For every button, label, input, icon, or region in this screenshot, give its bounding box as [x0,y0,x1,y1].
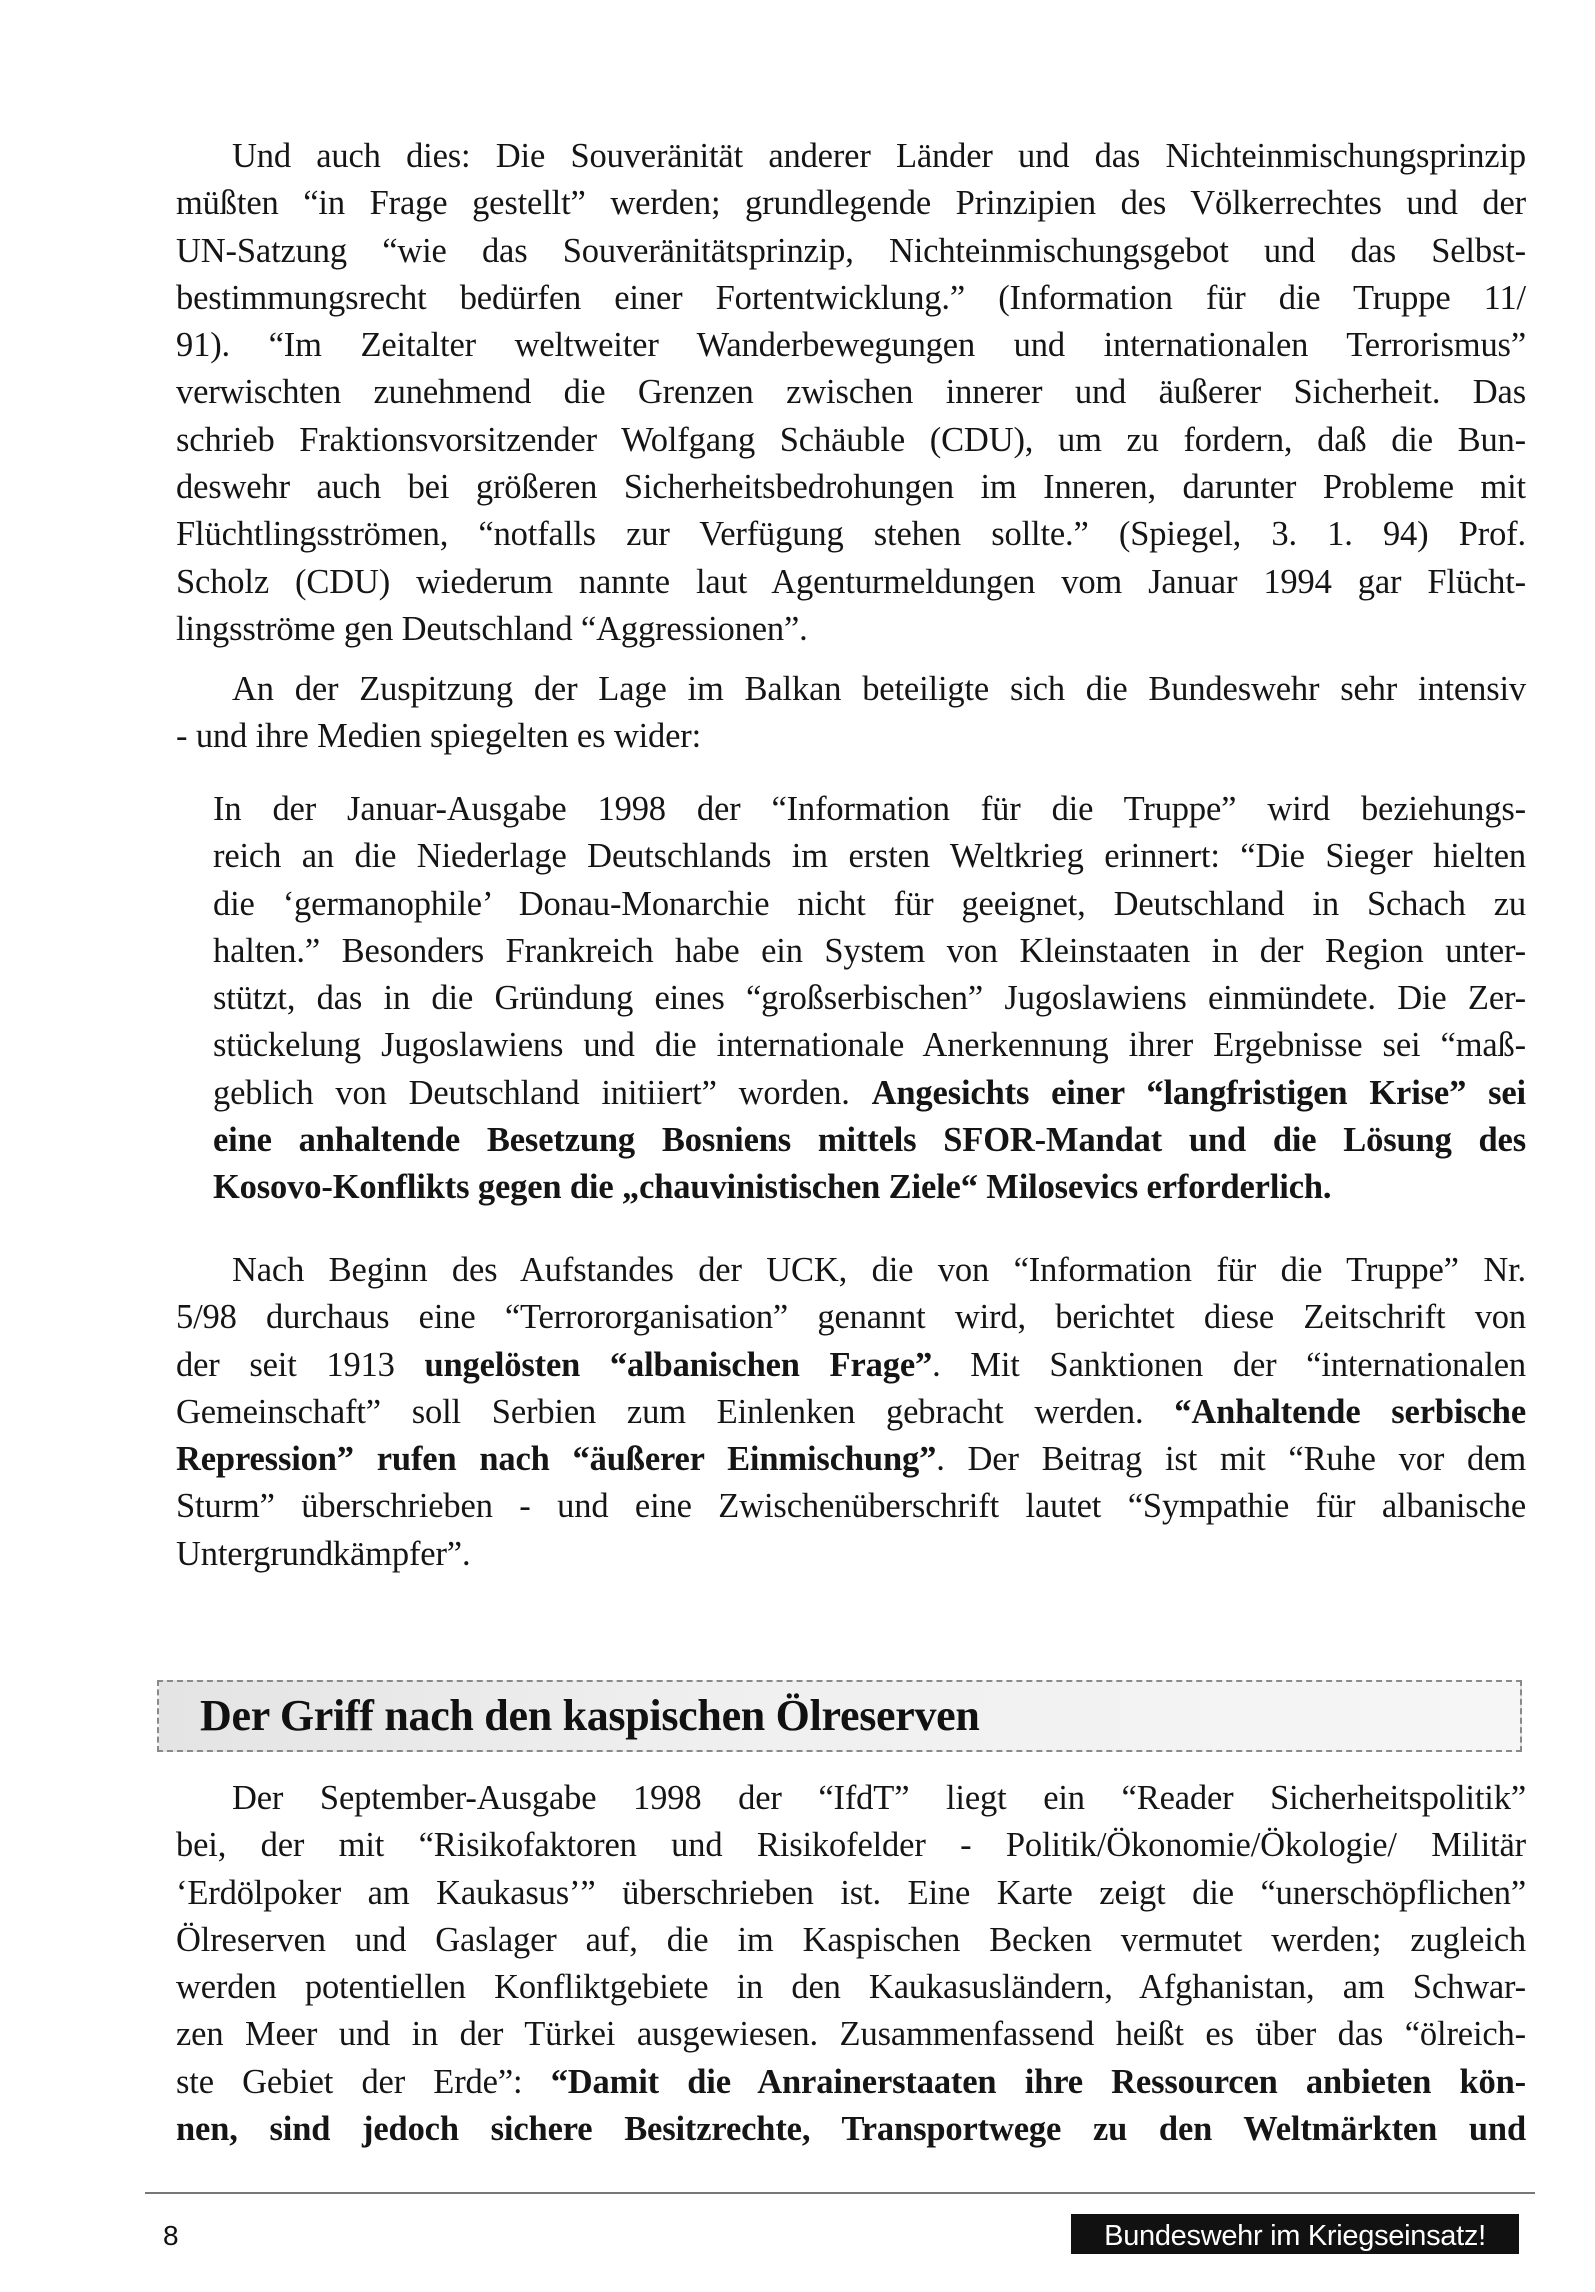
text-line: verwischten zunehmend die Grenzen zwischen innerer und äußerer Sicherheit. Das [176,373,1526,412]
text-line: eine anhaltende Besetzung Bosniens mittels SFOR-Mandat und die Lösung des [213,1121,1526,1160]
bold-segment: “Damit die Anrainerstaaten ihre Ressourcen anbieten kön- [550,2062,1527,2101]
paragraph-sovereignty [176,133,1526,653]
text-segment: Gemeinschaft” soll Serbien zum Einlenken gebracht werden. [176,1392,1175,1431]
page-number: 8 [163,2220,179,2251]
text-line: Der September-Ausgabe 1998 der “IfdT” liegt ein “Reader Sicherheitspolitik” [232,1779,1526,1817]
text-line: schrieb Fraktionsvorsitzender Wolfgang Schäuble (CDU), um zu fordern, daß die Bun- [176,420,1526,459]
text-line: - und ihre Medien spiegelten es wider: [176,717,702,756]
text-line: Untergrundkämpfer”. [176,1534,471,1573]
footer-rule [145,2192,1535,2194]
text-line: lingsströme gen Deutschland “Aggressionen”. [176,609,808,648]
paragraph-september-issue [176,1775,1526,2153]
text-line: zen Meer und in der Türkei ausgewiesen. Zusammenfassend heißt es über das “ölreich- [176,2015,1526,2054]
text-line: Flüchtlingsströmen, “notfalls zur Verfügung stehen sollte.” (Spiegel, 3. 1. 94) Prof. [176,515,1526,554]
text-line: Nach Beginn des Aufstandes der UCK, die von “Information für die Truppe” Nr. [232,1251,1526,1289]
text-line [176,1342,1526,1389]
text-line: Kosovo-Konflikts gegen die „chauvinistischen Ziele“ Milosevics erforderlich. [213,1168,1332,1207]
bold-segment: ungelösten “albanischen Frage” [424,1345,933,1384]
text-line: An der Zuspitzung der Lage im Balkan beteiligte sich die Bundeswehr sehr intensiv [232,670,1526,708]
bold-segment: “Anhaltende serbische [1174,1392,1526,1431]
bold-segment: Repression” rufen nach “äußerer Einmischung” [176,1440,937,1479]
text-line: Sturm” überschrieben - und eine Zwischenüberschrift lautet “Sympathie für albanische [176,1487,1526,1526]
text-line: Ölreserven und Gaslager auf, die im Kaspischen Becken vermutet werden; zugleich [176,1920,1526,1959]
text-line: deswehr auch bei größeren Sicherheitsbedrohungen im Inneren, darunter Probleme mit [176,468,1526,507]
text-line: ‘Erdölpoker am Kaukasus’” überschrieben ist. Eine Karte zeigt die “unerschöpflichen” [176,1873,1526,1912]
text-segment: geblich von Deutschland initiiert” worden. [213,1073,850,1112]
section-heading: Der Griff nach den kaspischen Ölreserven [200,1691,980,1740]
text-line: stückelung Jugoslawiens und die internationale Anerkennung ihrer Ergebnisse sei “maß- [213,1026,1526,1065]
text-line: bestimmungsrecht bedürfen einer Fortentwicklung.” (Information für die Truppe 11/ [176,278,1526,317]
text-line: Scholz (CDU) wiederum nannte laut Agenturmeldungen vom Januar 1994 gar Flücht- [176,562,1526,601]
text-line: 91). “Im Zeitalter weltweiter Wanderbewegungen und internationalen Terrorismus” [176,326,1526,365]
text-segment: . Mit Sanktionen der “internationalen [932,1345,1527,1384]
text-line [213,1070,1526,1117]
paragraph-january-issue [213,786,1526,1212]
footer-publication-label: Bundeswehr im Kriegseinsatz! [1071,2214,1519,2254]
text-line [176,1389,1526,1436]
text-line: müßten “in Frage gestellt” werden; grundlegende Prinzipien des Völkerrechtes und der [176,184,1526,223]
text-segment: ste Gebiet der Erde”: [176,2062,551,2101]
text-line: In der Januar-Ausgabe 1998 der “Information für die Truppe” wird beziehungs- [213,790,1526,828]
text-line: werden potentiellen Konfliktgebiete in den Kaukasusländern, Afghanistan, am Schwar- [176,1968,1526,2007]
text-line: die ‘germanophile’ Donau-Monarchie nicht für geeignet, Deutschland in Schach zu [213,884,1526,923]
text-line: nen, sind jedoch sichere Besitzrechte, Transportwege zu den Weltmärkten und [176,2110,1526,2149]
text-line: 5/98 durchaus eine “Terrororganisation” genannt wird, berichtet diese Zeitschrift von [176,1298,1526,1337]
text-line: halten.” Besonders Frankreich habe ein System von Kleinstaaten in der Region unter- [213,931,1526,970]
bold-segment: Angesichts einer “langfristigen Krise” sei [871,1073,1526,1112]
paragraph-balkan [176,666,1526,761]
text-line: Und auch dies: Die Souveränität anderer Länder und das Nichteinmischungsprinzip [232,137,1526,175]
text-line: UN-Satzung “wie das Souveränitätsprinzip, Nichteinmischungsgebot und das Selbst- [176,231,1526,270]
text-line [176,2059,1526,2106]
paragraph-uck [176,1247,1526,1578]
text-line: reich an die Niederlage Deutschlands im ersten Weltkrieg erinnert: “Die Sieger hielten [213,837,1526,876]
text-line [176,1436,1526,1483]
text-line: bei, der mit “Risikofaktoren und Risikofelder - Politik/Ökonomie/Ökologie/ Militär [176,1826,1526,1865]
text-segment: der seit 1913 [176,1345,425,1384]
text-line: stützt, das in die Gründung eines “großserbischen” Jugoslawiens einmündete. Die Zer- [213,979,1526,1018]
text-segment: . Der Beitrag ist mit “Ruhe vor dem [936,1440,1527,1479]
